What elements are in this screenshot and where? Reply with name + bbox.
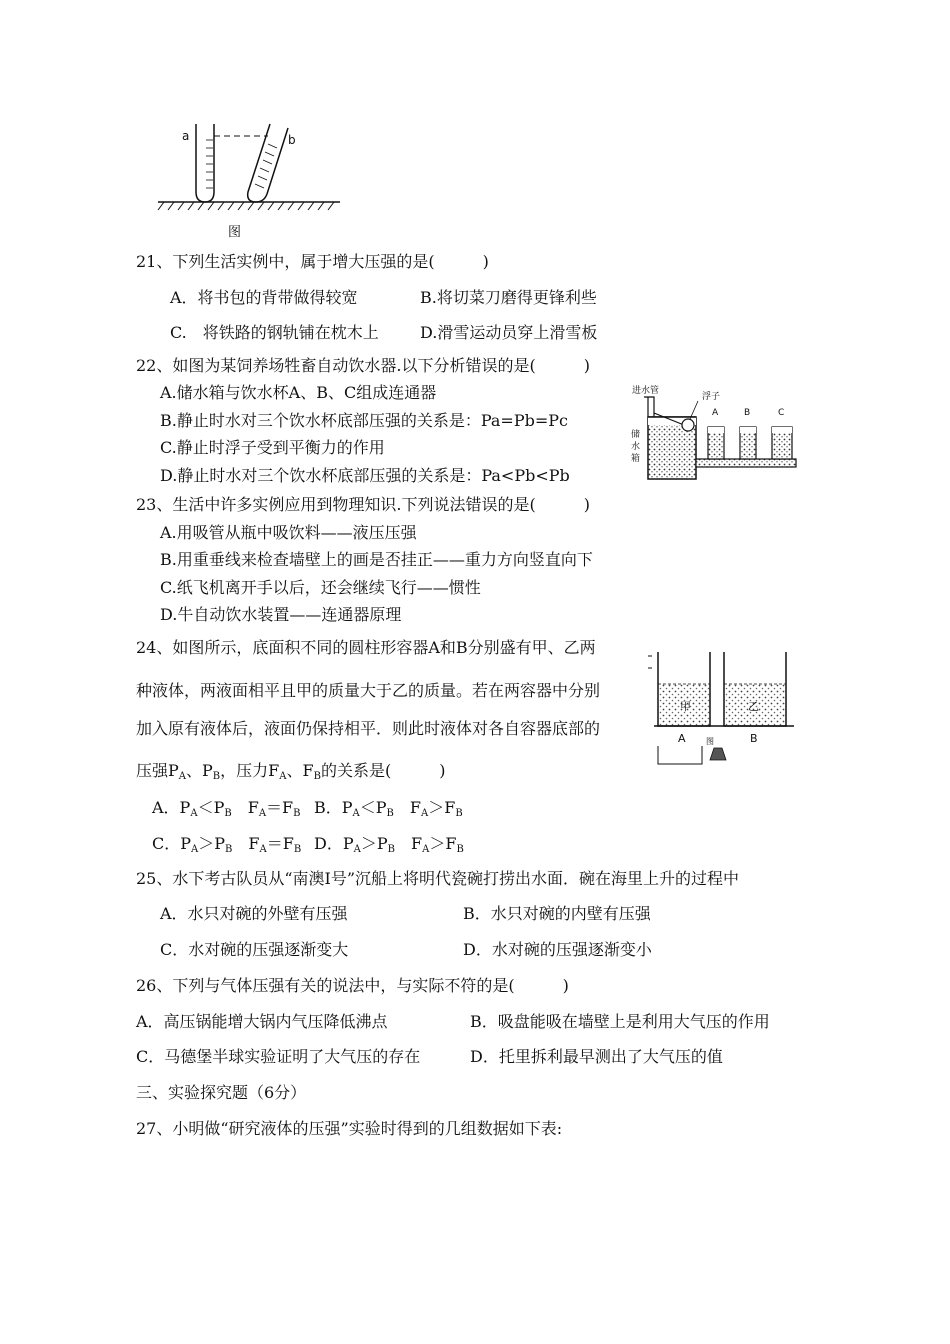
q26-option-d[interactable]: D．托里拆利最早测出了大气压的值 bbox=[470, 1047, 723, 1066]
figure-containers bbox=[644, 648, 804, 768]
q26-option-a[interactable]: A．高压锅能增大锅内气压降低沸点 bbox=[136, 1012, 388, 1031]
q24-line-4: 压强$P_A$、$P_B$，压力$F_A$、$F_B$的关系是( ) bbox=[136, 761, 446, 782]
q21-option-c[interactable]: C. 将铁路的钢轨铺在枕木上 bbox=[170, 323, 379, 342]
q23-option-d[interactable]: D.牛自动饮水装置——连通器原理 bbox=[160, 605, 402, 624]
q27-stem: 27、小明做“研究液体的压强”实验时得到的几组数据如下表: bbox=[136, 1119, 563, 1138]
test-tubes-drawing bbox=[150, 118, 350, 243]
q24-option-b[interactable]: B．$P_A<P_B$ $F_A>F_B$ bbox=[314, 798, 463, 819]
q25-option-c[interactable]: C．水对碗的压强逐渐变大 bbox=[160, 940, 349, 959]
q21-stem: 21、下列生活实例中，属于增大压强的是( ) bbox=[136, 252, 489, 271]
tank-label-3: 箱 bbox=[631, 454, 641, 464]
container-b-label: B bbox=[750, 732, 758, 745]
container-a-label: A bbox=[678, 732, 686, 745]
float-label: 浮子 bbox=[702, 392, 721, 402]
tube-b-label: b bbox=[288, 133, 296, 147]
liquid-b-label: 乙 bbox=[748, 700, 759, 713]
figure-test-tubes bbox=[150, 118, 350, 243]
q24-option-d[interactable]: D．$P_A>P_B$ $F_A>F_B$ bbox=[314, 834, 464, 855]
figure-drinking-device bbox=[628, 383, 808, 487]
q21-option-a[interactable]: A．将书包的背带做得较宽 bbox=[170, 288, 358, 307]
q26-option-b[interactable]: B．吸盘能吸在墙壁上是利用大气压的作用 bbox=[470, 1012, 770, 1031]
q26-stem: 26、下列与气体压强有关的说法中，与实际不符的是( ) bbox=[136, 976, 569, 995]
q21-option-b[interactable]: B.将切菜刀磨得更锋利些 bbox=[420, 288, 597, 307]
inlet-pipe-label: 进水管 bbox=[632, 386, 660, 396]
q23-option-c[interactable]: C.纸飞机离开手以后，还会继续飞行——惯性 bbox=[160, 578, 481, 597]
q26-option-c[interactable]: C．马德堡半球实验证明了大气压的存在 bbox=[136, 1047, 421, 1066]
q22-option-b[interactable]: B.静止时水对三个饮水杯底部压强的关系是：Pa=Pb=Pc bbox=[160, 411, 568, 430]
drinking-device-drawing bbox=[628, 383, 808, 487]
q21-option-d[interactable]: D.滑雪运动员穿上滑雪板 bbox=[420, 323, 598, 342]
q23-option-b[interactable]: B.用重垂线来检查墙壁上的画是否挂正——重力方向竖直向下 bbox=[160, 550, 593, 569]
section-heading: 三、实验探究题（6分） bbox=[136, 1083, 307, 1102]
q24-option-c[interactable]: C．$P_A>P_B$ $F_A=F_B$ bbox=[152, 834, 302, 855]
figure-caption: 图 bbox=[228, 225, 242, 240]
q23-stem: 23、生活中许多实例应用到物理知识.下列说法错误的是( ) bbox=[136, 495, 590, 514]
cup-b-label: B bbox=[744, 408, 751, 418]
q24-line-3: 加入原有液体后，液面仍保持相平．则此时液体对各自容器底部的 bbox=[136, 719, 601, 738]
containers-drawing bbox=[644, 648, 804, 768]
q22-option-a[interactable]: A.储水箱与饮水杯A、B、C组成连通器 bbox=[160, 383, 437, 402]
q22-stem: 22、如图为某饲养场牲畜自动饮水器.以下分析错误的是( ) bbox=[136, 356, 590, 375]
q24-option-a[interactable]: A．$P_A<P_B$ $F_A=F_B$ bbox=[152, 798, 301, 819]
cup-a-label: A bbox=[712, 408, 719, 418]
q24-line-1: 24、如图所示，底面积不同的圆柱形容器A和B分别盛有甲、乙两 bbox=[136, 638, 596, 657]
q22-option-d[interactable]: D.静止时水对三个饮水杯底部压强的关系是：Pa<Pb<Pb bbox=[160, 466, 570, 485]
liquid-a-label: 甲 bbox=[680, 700, 691, 713]
q24-line-2: 种液体，两液面相平且甲的质量大于乙的质量。若在两容器中分别 bbox=[136, 681, 601, 700]
tube-a-label: a bbox=[182, 129, 190, 143]
q25-option-b[interactable]: B．水只对碗的内壁有压强 bbox=[463, 904, 651, 923]
q22-option-c[interactable]: C.静止时浮子受到平衡力的作用 bbox=[160, 438, 385, 457]
q23-option-a[interactable]: A.用吸管从瓶中吸饮料——液压压强 bbox=[160, 523, 417, 542]
q25-option-d[interactable]: D．水对碗的压强逐渐变小 bbox=[463, 940, 652, 959]
q25-option-a[interactable]: A．水只对碗的外壁有压强 bbox=[160, 904, 348, 923]
q25-stem: 25、水下考古队员从“南澳Ⅰ号”沉船上将明代瓷碗打捞出水面．碗在海里上升的过程中 bbox=[136, 869, 740, 888]
tank-label-1: 储 bbox=[631, 430, 641, 440]
cup-c-label: C bbox=[778, 408, 785, 418]
tank-label-2: 水 bbox=[631, 442, 641, 452]
container-figure-caption: 图 bbox=[706, 737, 714, 746]
